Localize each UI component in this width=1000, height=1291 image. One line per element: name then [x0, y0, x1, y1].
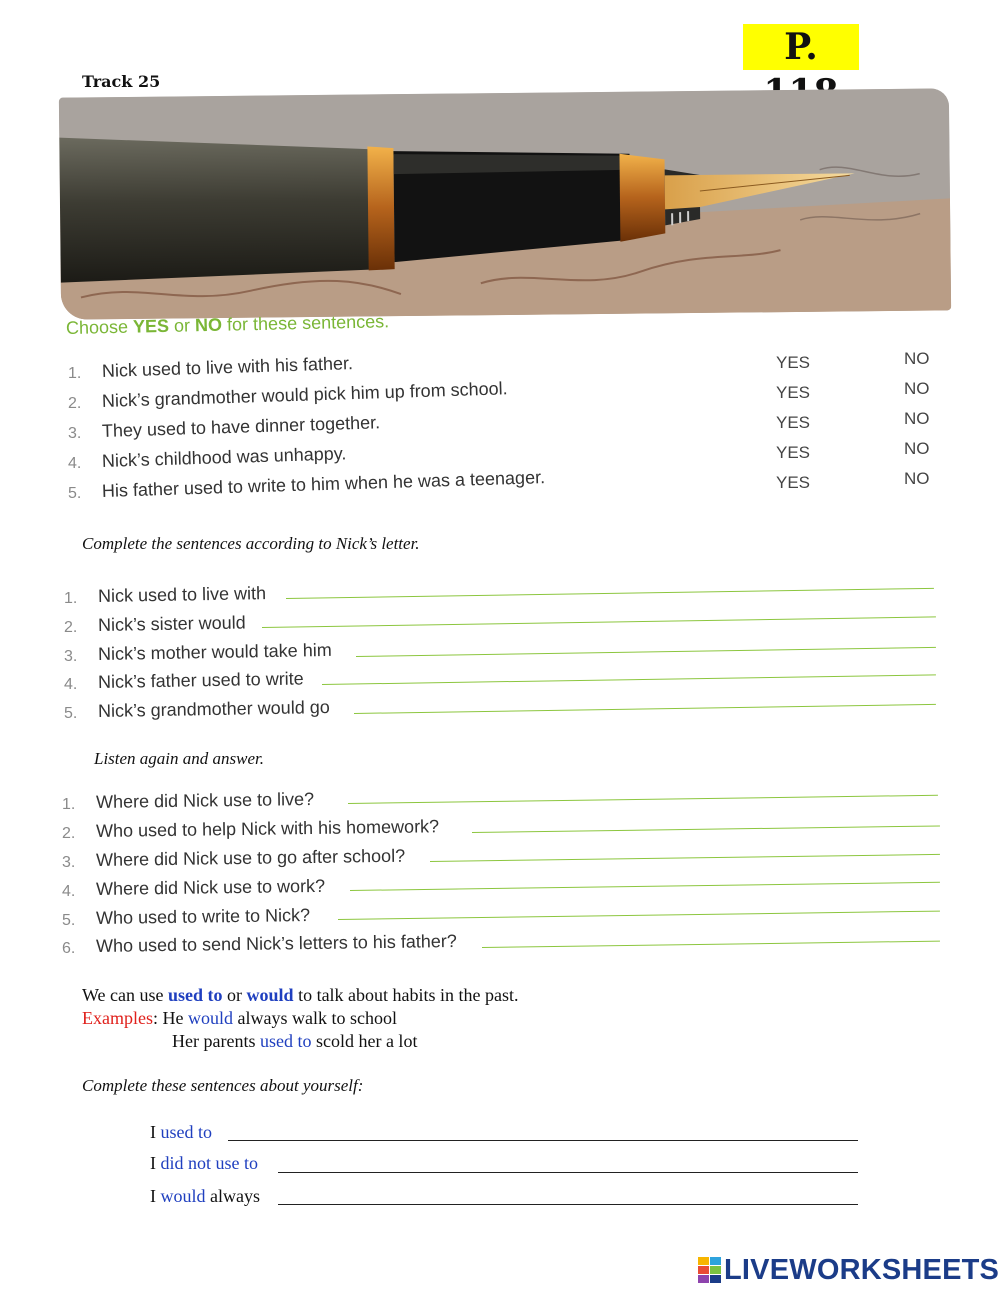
grammar-text: always walk to school — [233, 1008, 397, 1028]
no-option[interactable]: NO — [904, 409, 930, 428]
question-item — [58, 788, 942, 816]
question-text: Who used to write to Nick? — [95, 905, 311, 928]
answer-line[interactable] — [430, 854, 940, 862]
no-option[interactable]: NO — [904, 439, 930, 458]
title-no: NO — [194, 314, 223, 336]
answer-line[interactable] — [262, 616, 936, 628]
page-number: P. — [743, 24, 859, 70]
grammar-text: scold her a lot — [311, 1031, 418, 1051]
completion-item — [60, 668, 940, 696]
question-text: Where did Nick use to work? — [95, 875, 326, 899]
no-option[interactable]: NO — [904, 469, 930, 488]
question-text: Who used to send Nick’s letters to his father? — [95, 930, 457, 956]
self-sentence — [150, 1186, 260, 1207]
question-item — [58, 904, 942, 932]
item-number: 3. — [68, 425, 82, 442]
question-text: Who used to help Nick with his homework? — [95, 816, 440, 841]
item-number: 5. — [68, 485, 82, 502]
liveworksheets-logo-icon — [698, 1257, 722, 1283]
grammar-note — [82, 984, 519, 1053]
grammar-intro — [82, 984, 519, 1007]
completion-item — [60, 697, 940, 725]
title-text: Choose — [65, 316, 134, 338]
item-text: Nick’s father used to write — [97, 668, 304, 692]
title-yes: YES — [132, 315, 170, 337]
grammar-text: He — [158, 1008, 188, 1028]
section-b-instruction: Complete the sentences according to Nick’s letter. — [82, 534, 420, 553]
keyword-would: would — [160, 1186, 206, 1206]
completion-item — [60, 582, 940, 610]
question-text: Where did Nick use to go after school? — [95, 845, 406, 870]
item-text: Nick used to live with his father. — [101, 353, 354, 381]
item-number: 3. — [62, 854, 76, 871]
grammar-text: or — [222, 985, 247, 1005]
yes-option[interactable]: YES — [776, 473, 811, 492]
title-text: for these sentences. — [221, 311, 390, 335]
answer-line[interactable] — [286, 588, 934, 599]
keyword-would: would — [188, 1008, 233, 1028]
question-item — [58, 932, 942, 960]
sentence-text: I — [150, 1122, 161, 1142]
item-text: Nick used to live with — [97, 583, 267, 606]
item-number: 5. — [62, 912, 76, 929]
item-text: Nick’s sister would — [97, 612, 246, 635]
grammar-text: Her parents — [172, 1031, 260, 1051]
item-number: 4. — [68, 455, 82, 472]
item-number: 1. — [64, 590, 78, 607]
item-number: 2. — [68, 395, 82, 412]
examples-label: Examples — [82, 1008, 153, 1028]
sentence-text: always — [205, 1186, 260, 1206]
liveworksheets-brand — [698, 1253, 999, 1287]
track-label: Track 25 — [82, 72, 161, 91]
item-text: Nick’s grandmother would pick him up from school. — [101, 378, 508, 411]
item-text: Nick’s grandmother would go — [97, 696, 330, 721]
sentence-text: I — [150, 1186, 161, 1206]
question-text: Where did Nick use to live? — [95, 788, 315, 812]
item-number: 1. — [68, 365, 82, 382]
answer-line[interactable] — [228, 1140, 858, 1141]
no-option[interactable]: NO — [904, 349, 930, 368]
item-number: 4. — [64, 676, 78, 693]
item-number: 2. — [62, 825, 76, 842]
item-text: Nick’s childhood was unhappy. — [101, 443, 347, 471]
item-number: 4. — [62, 883, 76, 900]
answer-line[interactable] — [350, 882, 940, 891]
answer-line[interactable] — [278, 1204, 858, 1205]
item-text: They used to have dinner together. — [101, 412, 381, 441]
question-item — [58, 846, 942, 874]
example-line-2 — [82, 1030, 519, 1053]
title-text: or — [168, 315, 196, 336]
fountain-pen-photo — [59, 88, 951, 319]
item-number: 2. — [64, 619, 78, 636]
item-number: 1. — [62, 796, 76, 813]
item-number: 5. — [64, 705, 78, 722]
grammar-text: : — [152, 1008, 158, 1028]
self-sentence — [150, 1153, 258, 1174]
keyword-used-to: used to — [160, 1122, 212, 1142]
item-number: 6. — [62, 940, 76, 957]
keyword-did-not-use-to: did not use to — [160, 1153, 258, 1173]
section-c-instruction: Listen again and answer. — [94, 749, 265, 768]
item-text: His father used to write to him when he was a teenager. — [101, 467, 546, 501]
answer-line[interactable] — [472, 825, 940, 833]
answer-line[interactable] — [278, 1172, 858, 1173]
answer-line[interactable] — [356, 647, 936, 657]
sentence-text: I — [150, 1153, 161, 1173]
keyword-used-to: used to — [259, 1031, 312, 1051]
question-item — [58, 875, 942, 903]
yes-option[interactable]: YES — [776, 413, 811, 432]
yes-option[interactable]: YES — [776, 383, 811, 402]
question-item — [58, 817, 942, 845]
completion-item — [60, 611, 940, 639]
yes-option[interactable]: YES — [776, 443, 811, 462]
keyword-used-to: used to — [168, 985, 223, 1005]
answer-line[interactable] — [348, 795, 938, 804]
answer-line[interactable] — [354, 704, 936, 714]
answer-line[interactable] — [322, 674, 936, 685]
yes-no-item — [62, 467, 942, 507]
item-number: 3. — [64, 648, 78, 665]
yes-option[interactable]: YES — [776, 353, 811, 372]
answer-line[interactable] — [482, 941, 940, 948]
grammar-text: to talk about habits in the past. — [293, 985, 519, 1005]
keyword-would: would — [246, 985, 294, 1005]
item-text: Nick’s mother would take him — [97, 639, 332, 664]
section-d-instruction: Complete these sentences about yourself: — [82, 1076, 364, 1095]
completion-item — [60, 640, 940, 668]
grammar-text: We can use — [82, 985, 169, 1005]
example-line-1 — [82, 1007, 519, 1030]
no-option[interactable]: NO — [904, 379, 930, 398]
brand-name: LIVEWORKSHEETS — [724, 1253, 1000, 1286]
self-sentence — [150, 1122, 212, 1143]
answer-line[interactable] — [338, 911, 940, 920]
